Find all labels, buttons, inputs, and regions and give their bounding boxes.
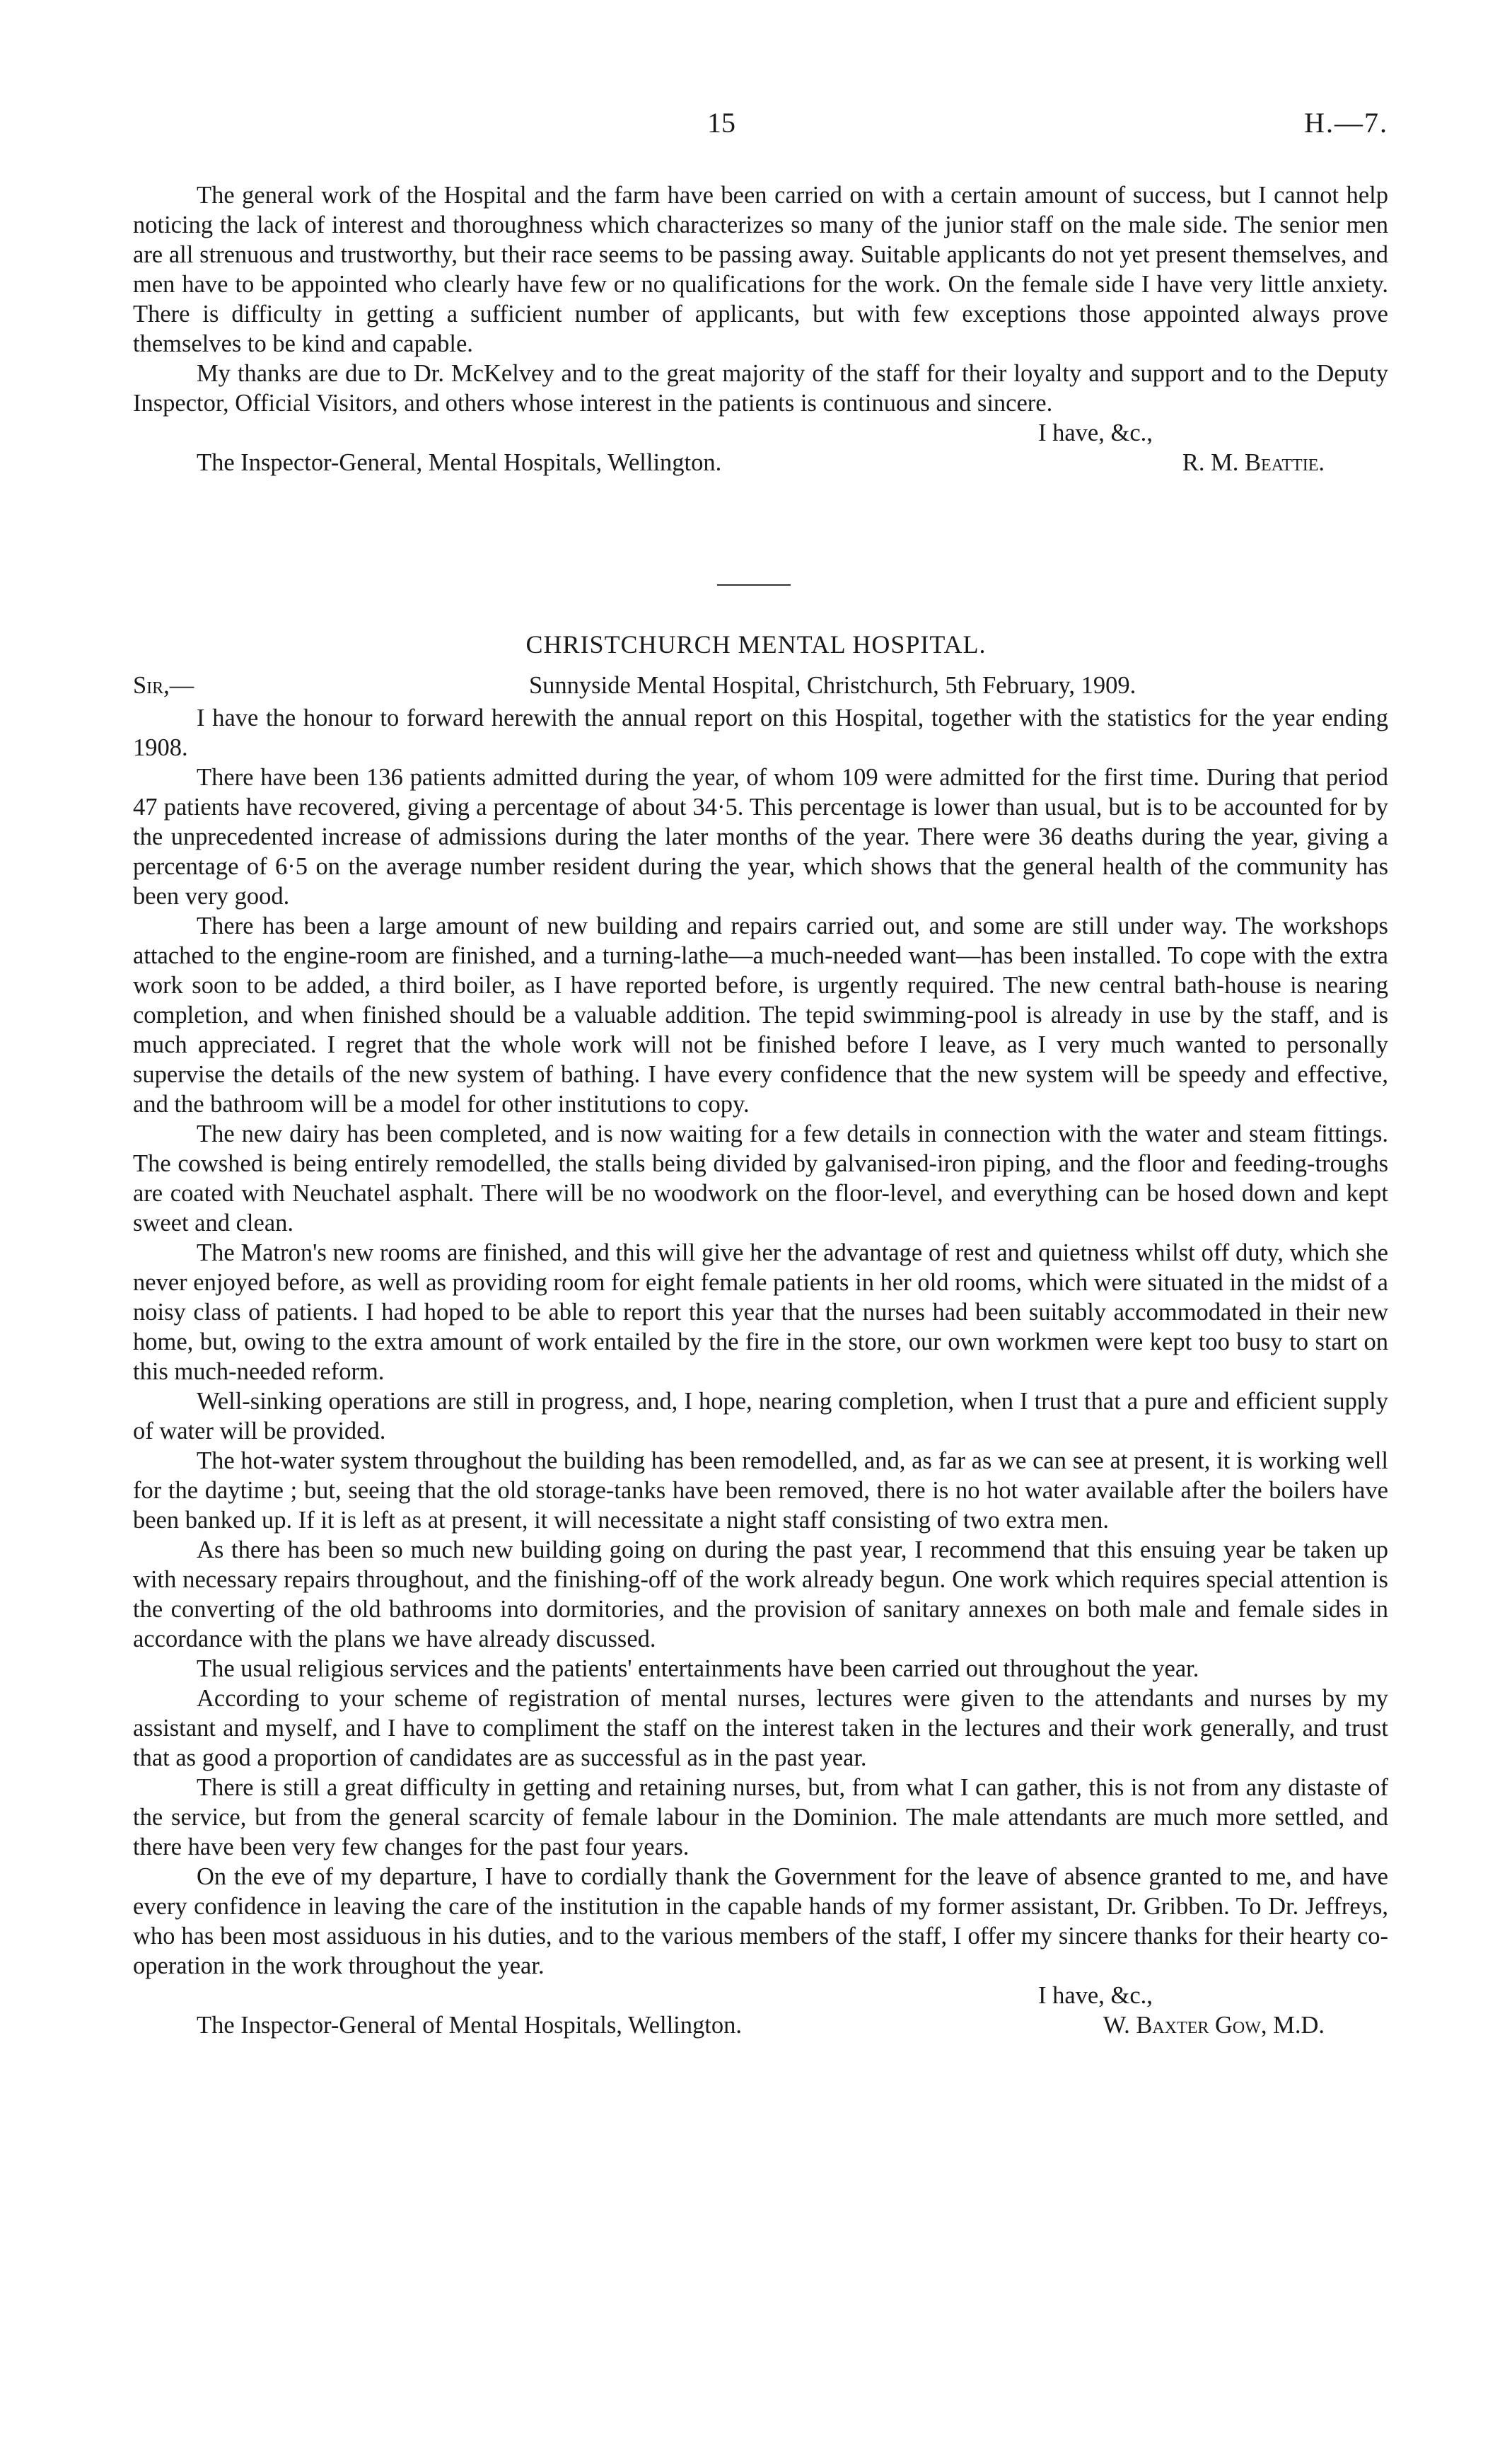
closing-phrase: I have, &c.,	[1038, 1982, 1153, 2009]
paragraph: There is still a great difficulty in getting and retaining nurses, but, from what I can gather, this is not from any distaste of the service, but from the general scarcity of female labour in the Dominion. The male attendants are much more settled, and there have been very few changes for the past four years.	[133, 1774, 1388, 1860]
salutation: Sir,—	[133, 672, 194, 699]
closing-phrase: I have, &c.,	[1038, 419, 1153, 446]
signatory: R. M. Beattie.	[1182, 449, 1325, 476]
paragraph: Well-sinking operations are still in progress, and, I hope, nearing completion, when I trust that a pure and efficient supply of water will be provided.	[133, 1388, 1388, 1444]
paragraph: The new dairy has been completed, and is now waiting for a few details in connection with the water and steam fittings. The cowshed is being entirely remodelled, the stalls being divided by galvanised-iron piping, and the floor and feeding-troughs are coated with Neuchatel asphalt. There will be no woodwork on the floor-level, and everything can be hosed down and kept sweet and clean.	[133, 1120, 1388, 1236]
closing-row	[133, 1981, 1388, 2010]
report-code: H.—7.	[1304, 107, 1388, 139]
paragraph: There have been 136 patients admitted during the year, of whom 109 were admitted for the first time. During that period 47 patients have recovered, giving a percentage of about 34·5. This percentage is lower than usual, but is to be accounted for by the unprecedented increase of admissions during the later months of the year. There were 36 deaths during the year, giving a percentage of 6·5 on the average number resident during the year, which shows that the general health of the community has been very good.	[133, 764, 1388, 910]
page-header	[0, 106, 1512, 149]
signature-row	[133, 448, 1388, 477]
paragraph: The usual religious services and the patients' entertainments have been carried out throughout the year.	[197, 1655, 1199, 1682]
addressee: The Inspector-General, Mental Hospitals, Wellington.	[197, 449, 722, 476]
address-date: Sunnyside Mental Hospital, Christchurch, 5th February, 1909.	[529, 672, 1136, 699]
paragraph: On the eve of my departure, I have to cordially thank the Government for the leave of absence granted to me, and have every confidence in leaving the care of the institution in the capable hands of my former assistant, Dr. Gribben. To Dr. Jeffreys, who has been most assiduous in his duties, and to the various members of the staff, I offer my sincere thanks for their hearty co-operation in the work throughout the year.	[133, 1863, 1388, 1979]
section-divider	[717, 584, 791, 586]
page-number: 15	[707, 107, 735, 139]
section-2-body	[133, 703, 1388, 2040]
paragraph: According to your scheme of registration of mental nurses, lectures were given to the attendants and nurses by my assistant and myself, and I have to compliment the staff on the interest taken in the lectures and their work generally, and trust that as good a proportion of candidates are as successful as in the past year.	[133, 1685, 1388, 1771]
section-title: CHRISTCHURCH MENTAL HOSPITAL.	[525, 630, 987, 659]
closing-row	[133, 418, 1388, 448]
signatory: W. Baxter Gow, M.D.	[1103, 2012, 1325, 2039]
addressee: The Inspector-General of Mental Hospitals, Wellington.	[197, 2012, 742, 2039]
paragraph: The hot-water system throughout the building has been remodelled, and, as far as we can see at present, it is working well for the daytime ; but, seeing that the old storage-tanks have been removed, there is no hot water available after the boilers have been banked up. If it is left as at present, it will necessitate a night staff consisting of two extra men.	[133, 1447, 1388, 1534]
paragraph: The Matron's new rooms are finished, and this will give her the advantage of rest and quietness whilst off duty, which she never enjoyed before, as well as providing room for eight female patients in her old rooms, which were situated in the midst of a noisy class of patients. I had hoped to be able to report this year that the nurses had been suitably accommodated in their new home, but, owing to the extra amount of work entailed by the fire in the store, our own workmen were kept too busy to start on this much-needed reform.	[133, 1239, 1388, 1385]
paragraph: As there has been so much new building going on during the past year, I recommend that this ensuing year be taken up with necessary repairs throughout, and the finishing-off of the work already begun. One work which requires special attention is the converting of the old bathrooms into dormitories, and the provision of sanitary annexes on both male and female sides in accordance with the plans we have already discussed.	[133, 1536, 1388, 1652]
paragraph: The general work of the Hospital and the farm have been carried on with a certain amount of success, but I cannot help noticing the lack of interest and thoroughness which characterizes so many of the junior staff on the male side. The senior men are all strenuous and trustworthy, but their race seems to be passing away. Suitable applicants do not yet present themselves, and men have to be appointed who clearly have few or no qualifications for the work. On the female side I have very little anxiety. There is difficulty in getting a sufficient number of applicants, but with few exceptions those appointed always prove themselves to be kind and capable.	[133, 182, 1388, 357]
paragraph: I have the honour to forward herewith the annual report on this Hospital, together with the statistics for the year ending 1908.	[133, 705, 1388, 761]
section-1-body	[133, 180, 1388, 477]
paragraph: There has been a large amount of new building and repairs carried out, and some are still under way. The workshops attached to the engine-room are finished, and a turning-lathe—a much-needed want—has been installed. To cope with the extra work soon to be added, a third boiler, as I have reported before, is urgently required. The new central bath-house is nearing completion, and when finished should be a valuable addition. The tepid swimming-pool is already in use by the staff, and is much appreciated. I regret that the whole work will not be finished before I leave, as I very much wanted to personally supervise the details of the new system of bathing. I have every confidence that the new system will be speedy and effective, and the bathroom will be a model for other institutions to copy.	[133, 913, 1388, 1118]
salutation-row	[133, 672, 1388, 703]
paragraph: My thanks are due to Dr. McKelvey and to the great majority of the staff for their loyalty and support and to the Deputy Inspector, Official Visitors, and others whose interest in the patients is continuous and sincere.	[133, 360, 1388, 417]
signature-row	[133, 2010, 1388, 2040]
